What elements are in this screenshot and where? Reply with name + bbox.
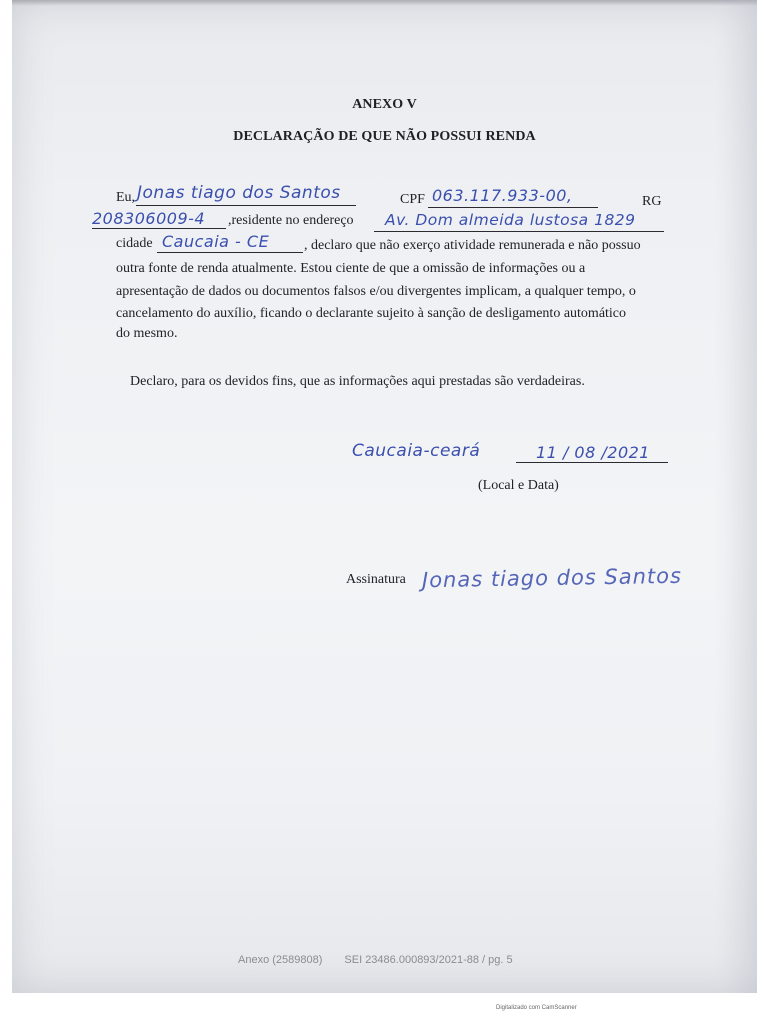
body-line-4: outra fonte de renda atualmente. Estou ciente de que a omissão de informações ou a	[116, 261, 586, 276]
footer-annex-ref: Anexo (2589808)	[238, 954, 323, 966]
annex-title: ANEXO V	[352, 97, 417, 112]
filled-rg: 208306009-4	[92, 209, 206, 228]
cpf-underline	[428, 207, 598, 208]
cpf-label: CPF	[400, 192, 425, 207]
name-underline	[136, 205, 356, 206]
body-line-6: cancelamento do auxílio, ficando o declarante sujeito à sanção de desligamento automático	[116, 306, 627, 321]
filled-address: Av. Dom almeida lustosa 1829	[385, 211, 636, 229]
filled-date: 11 / 08 /2021	[536, 443, 650, 462]
declaration-title: DECLARAÇÃO DE QUE NÃO POSSUI RENDA	[233, 129, 536, 144]
filled-cpf: 063.117.933-00,	[432, 186, 573, 205]
filled-name: Jonas tiago dos Santos	[137, 183, 341, 203]
footer-sei-ref: SEI 23486.000893/2021-88 / pg. 5	[344, 954, 513, 966]
scanner-watermark: Digitalizado com CamScanner	[496, 1005, 577, 1011]
closing-statement: Declaro, para os devidos fins, que as informações aqui prestadas são verdadeiras.	[130, 374, 585, 389]
address-underline	[374, 231, 664, 232]
filled-city: Caucaia - CE	[162, 232, 270, 251]
city-underline	[157, 252, 303, 253]
scanned-paper	[12, 0, 757, 993]
paper-shadow	[12, 0, 757, 6]
paper-fold-shade	[717, 0, 757, 993]
residente-label: ,residente no endereço	[228, 213, 354, 228]
eu-label: Eu,	[116, 190, 136, 205]
rg-underline	[92, 228, 226, 229]
cidade-label: cidade	[116, 236, 153, 251]
body-line-7: do mesmo.	[116, 326, 178, 341]
declaro-label: , declaro que não exerço atividade remunerada e não possuo	[304, 238, 641, 253]
rg-label: RG	[642, 194, 662, 209]
local-data-label: (Local e Data)	[478, 478, 559, 493]
date-underline	[516, 462, 668, 463]
signature-label: Assinatura	[346, 572, 406, 587]
signature: Jonas tiago dos Santos	[421, 563, 683, 593]
body-line-5: apresentação de dados ou documentos falsos e/ou divergentes implicam, a qualquer tempo, o	[116, 284, 636, 299]
filled-place: Caucaia-ceará	[352, 441, 481, 461]
footer-reference	[238, 954, 535, 966]
